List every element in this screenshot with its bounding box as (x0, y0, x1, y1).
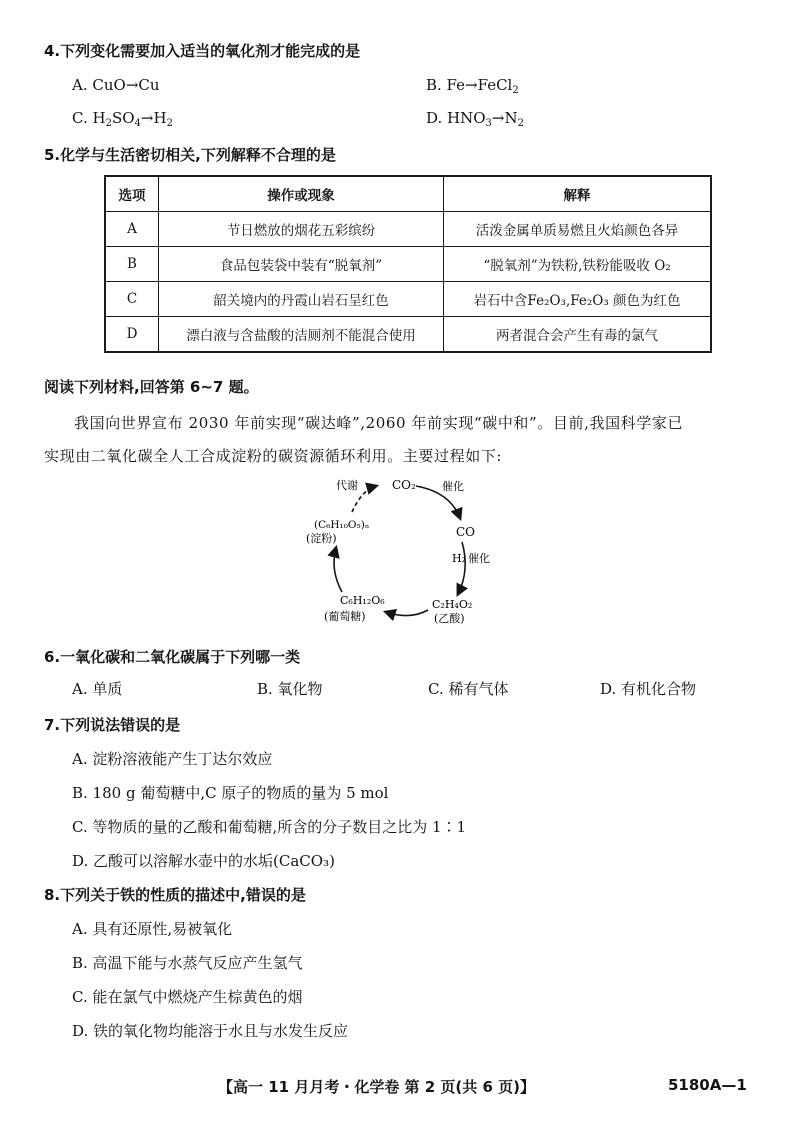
paper-code: 5180A—1 (668, 1076, 747, 1094)
q8-option-c: C. 能在氯气中燃烧产生棕黄色的烟 (72, 988, 303, 1006)
q8-title: 8.下列关于铁的性质的描述中,错误的是 (44, 886, 306, 904)
starch-name: (淀粉) (306, 532, 337, 545)
q6-option-c: C. 稀有气体 (428, 680, 509, 698)
row-phenomenon: 节日燃放的烟花五彩缤纷 (159, 212, 444, 247)
glucose-formula: C₆H₁₂O₆ (340, 594, 385, 607)
q4-option-c: C. $H_2SO_4\to H_2$ (72, 109, 173, 129)
q7-option-c: C. 等物质的量的乙酸和葡萄糖,所含的分子数目之比为 1∶1 (72, 818, 467, 836)
reading-line-2: 实现由二氧化碳全人工合成淀粉的碳资源循环利用。主要过程如下: (44, 447, 503, 465)
q7-title: 7.下列说法错误的是 (44, 716, 181, 734)
q4-title: 4.下列变化需要加入适当的氧化剂才能完成的是 (44, 42, 361, 60)
h2-catalysis-arrow (458, 542, 465, 594)
row-option: A (105, 212, 159, 247)
header-explanation: 解释 (444, 176, 712, 212)
arrow-icon: → (140, 109, 154, 127)
acetic-name: (乙酸) (434, 612, 465, 625)
h2-label: H₂ (452, 552, 467, 565)
q7-option-b: B. 180 g 葡萄糖中,C 原子的物质的量为 5 mol (72, 784, 389, 802)
metabolism-label: 代谢 (336, 479, 358, 492)
row-option: D (105, 317, 159, 353)
q7-option-a: A. 淀粉溶液能产生丁达尔效应 (72, 750, 273, 768)
header-phenomenon: 操作或现象 (159, 176, 444, 212)
glucose-name: (葡萄糖) (324, 610, 366, 623)
arrow-icon: → (491, 109, 505, 127)
arrow-icon: → (465, 76, 478, 94)
q5-table (104, 175, 712, 353)
co-label: CO (456, 525, 476, 539)
table-header-row (105, 176, 711, 212)
glucose-to-starch-arrow (334, 548, 342, 592)
arrow-icon: → (125, 76, 139, 94)
row-explanation: 岩石中含Fe₂O₃,Fe₂O₃ 颜色为红色 (444, 282, 712, 317)
row-phenomenon: 食品包装袋中装有“脱氧剂” (159, 247, 444, 282)
row-phenomenon: 韶关境内的丹霞山岩石呈红色 (159, 282, 444, 317)
page-footer: 【高一 11 月月考・化学卷 第 2 页(共 6 页)】 (218, 1078, 536, 1096)
acetic-to-glucose-arrow (386, 610, 428, 616)
q4-option-d: D. $HNO_3\to N_2$ (426, 109, 524, 129)
q4-option-b: B. Fe→FeCl$_2$ (426, 76, 519, 96)
q6-title: 6.一氧化碳和二氧化碳属于下列哪一类 (44, 648, 301, 666)
reading-line-1: 我国向世界宣布 2030 年前实现“碳达峰”,2060 年前实现“碳中和”。目前,我国科学家已 (74, 414, 684, 432)
row-option: B (105, 247, 159, 282)
q6-option-d: D. 有机化合物 (600, 680, 697, 698)
row-option: C (105, 282, 159, 317)
co2-label: CO₂ (392, 478, 416, 492)
q6-option-b: B. 氧化物 (257, 680, 323, 698)
table-row (105, 317, 711, 353)
q5-title: 5.化学与生活密切相关,下列解释不合理的是 (44, 146, 336, 164)
header-option: 选项 (105, 176, 159, 212)
catalysis-label-2: 催化 (468, 552, 490, 565)
row-explanation: “脱氧剂”为铁粉,铁粉能吸收 O₂ (444, 247, 712, 282)
q8-option-b: B. 高温下能与水蒸气反应产生氢气 (72, 954, 303, 972)
q4-option-a: A. CuO→Cu (72, 76, 160, 94)
q7-option-d: D. 乙酸可以溶解水壶中的水垢(CaCO₃) (72, 852, 335, 870)
reading-intro: 阅读下列材料,回答第 6~7 题。 (44, 378, 259, 396)
q8-option-d: D. 铁的氧化物均能溶于水且与水发生反应 (72, 1022, 349, 1040)
starch-formula: (C₆H₁₀O₅)ₙ (314, 519, 370, 531)
row-phenomenon: 漂白液与含盐酸的洁厕剂不能混合使用 (159, 317, 444, 353)
q6-option-a: A. 单质 (72, 680, 123, 698)
row-explanation: 两者混合会产生有毒的氯气 (444, 317, 712, 353)
table-row (105, 247, 711, 282)
table-row (105, 282, 711, 317)
acetic-formula: C₂H₄O₂ (432, 598, 473, 611)
table-row (105, 212, 711, 247)
carbon-cycle-diagram (300, 470, 520, 630)
row-explanation: 活泼金属单质易燃且火焰颜色各异 (444, 212, 712, 247)
q8-option-a: A. 具有还原性,易被氧化 (72, 920, 233, 938)
catalysis-label: 催化 (442, 480, 464, 493)
